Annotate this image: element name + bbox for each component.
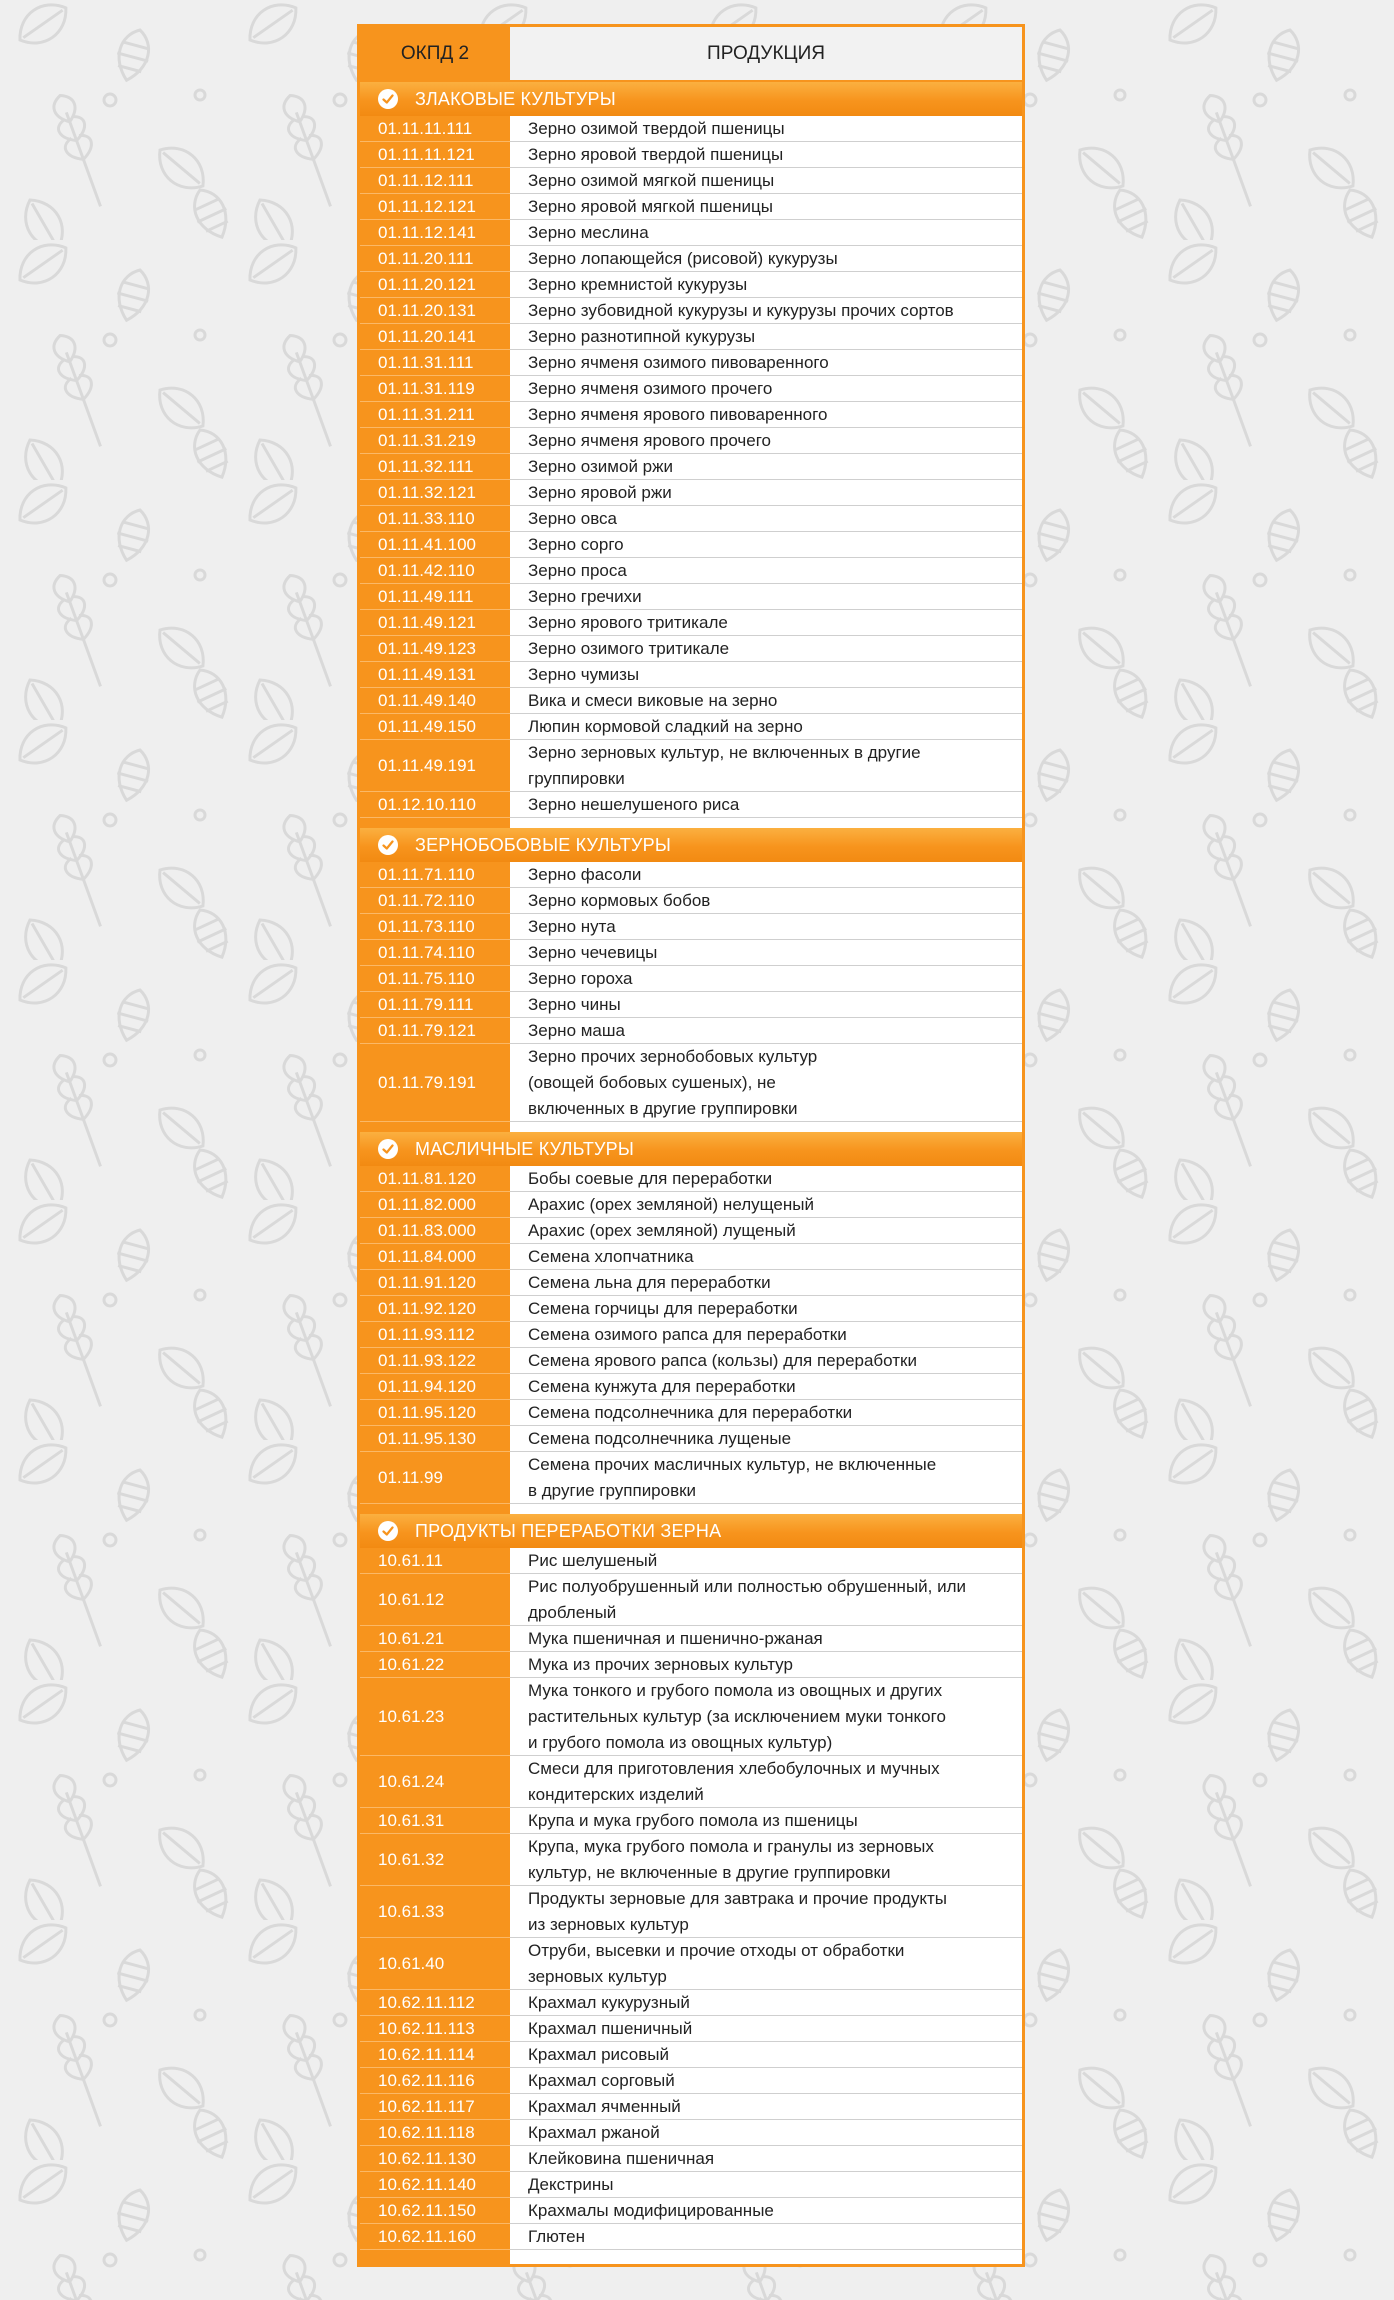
product-name (510, 1348, 1022, 1374)
section-spacer (360, 1122, 1022, 1132)
product-name (510, 1626, 1022, 1652)
product-name (510, 888, 1022, 914)
table-row (360, 1990, 1022, 2016)
table-filler (360, 2260, 1022, 2264)
product-name (510, 1990, 1022, 2016)
product-name (510, 246, 1022, 272)
product-name-line: включенных в другие группировки (528, 1098, 798, 1118)
table-row (360, 1886, 1022, 1938)
product-name-line: Мука из прочих зерновых культур (528, 1654, 793, 1674)
table-row (360, 506, 1022, 532)
table-row (360, 2042, 1022, 2068)
sections-container (360, 82, 1022, 2264)
product-name (510, 1270, 1022, 1296)
product-name (510, 1296, 1022, 1322)
table-row (360, 1218, 1022, 1244)
product-name-line: Зерно ячменя ярового прочего (528, 430, 772, 450)
section-spacer (360, 1504, 1022, 1514)
product-name (510, 532, 1022, 558)
product-name (510, 350, 1022, 376)
table-row (360, 888, 1022, 914)
okpd-code: 10.61.33 (360, 1886, 510, 1938)
product-name (510, 636, 1022, 662)
section-spacer (360, 818, 1022, 828)
okpd-code: 01.11.49.121 (360, 610, 510, 636)
product-name-line: Зерно ячменя ярового пивоваренного (528, 404, 828, 424)
okpd-code: 01.11.93.112 (360, 1322, 510, 1348)
product-name-line: Крахмал рисовый (528, 2044, 669, 2064)
product-name-line: Семена подсолнечника для переработки (528, 1402, 853, 1422)
okpd-code: 01.11.49.140 (360, 688, 510, 714)
okpd-code: 01.11.73.110 (360, 914, 510, 940)
product-name-line: Мука тонкого и грубого помола из овощных и других (528, 1680, 943, 1700)
okpd-code: 10.62.11.160 (360, 2224, 510, 2250)
table-row (360, 914, 1022, 940)
table-row (360, 2172, 1022, 2198)
product-name-line: Семена кунжута для переработки (528, 1376, 796, 1396)
okpd-code: 01.11.49.191 (360, 740, 510, 792)
product-name-line: Арахис (орех земляной) лущеный (528, 1220, 796, 1240)
okpd-code: 10.61.31 (360, 1808, 510, 1834)
product-name-line: Зерно ячменя озимого прочего (528, 378, 773, 398)
okpd-code: 01.11.83.000 (360, 1218, 510, 1244)
product-name-line: Крахмал сорговый (528, 2070, 675, 2090)
table-row (360, 940, 1022, 966)
table-row (360, 1756, 1022, 1808)
okpd-code: 01.11.11.111 (360, 116, 510, 142)
table-row (360, 324, 1022, 350)
product-name-line: Зерно проса (528, 560, 627, 580)
product-name (510, 220, 1022, 246)
product-name-line: Зерно озимой твердой пшеницы (528, 118, 785, 138)
product-name-line: Крахмал пшеничный (528, 2018, 693, 2038)
product-name-line: Крахмал кукурузный (528, 1992, 690, 2012)
okpd-code: 10.62.11.140 (360, 2172, 510, 2198)
table-row (360, 298, 1022, 324)
okpd-code: 01.11.31.211 (360, 402, 510, 428)
product-name-line: Зерно чечевицы (528, 942, 658, 962)
product-name (510, 2120, 1022, 2146)
product-name-line: Зерно озимого тритикале (528, 638, 730, 658)
product-name-line: Семена прочих масличных культур, не включенные (528, 1454, 937, 1474)
table-row (360, 2120, 1022, 2146)
product-name (510, 610, 1022, 636)
table-row (360, 1044, 1022, 1122)
okpd-code: 01.11.94.120 (360, 1374, 510, 1400)
table-row (360, 1808, 1022, 1834)
table-row (360, 1452, 1022, 1504)
product-name-line: культур, не включенные в другие группировки (528, 1862, 891, 1882)
table-row (360, 220, 1022, 246)
okpd-code: 10.61.40 (360, 1938, 510, 1990)
product-name-line: Зерно озимой мягкой пшеницы (528, 170, 775, 190)
product-name-line: Декстрины (528, 2174, 614, 2194)
section-header (360, 1514, 1022, 1548)
okpd-code: 01.11.33.110 (360, 506, 510, 532)
product-name-line: Зерно овса (528, 508, 617, 528)
product-name-line: растительных культур (за исключением муки тонкого (528, 1706, 946, 1726)
table-row (360, 714, 1022, 740)
checkmark-icon (378, 1521, 398, 1541)
product-name-line: Зерно нешелушеного риса (528, 794, 740, 814)
okpd-code: 01.11.84.000 (360, 1244, 510, 1270)
okpd-code: 10.61.11 (360, 1548, 510, 1574)
okpd-code: 01.11.49.123 (360, 636, 510, 662)
product-name (510, 2224, 1022, 2250)
product-name-line: Семена льна для переработки (528, 1272, 771, 1292)
product-name-line: Зерно чумизы (528, 664, 640, 684)
product-name-line: Зерно гречихи (528, 586, 642, 606)
product-name-line: Семена озимого рапса для переработки (528, 1324, 847, 1344)
product-name-line: Продукты зерновые для завтрака и прочие продукты (528, 1888, 947, 1908)
table-row (360, 142, 1022, 168)
okpd-code: 01.11.79.111 (360, 992, 510, 1018)
okpd-code: 01.11.71.110 (360, 862, 510, 888)
product-name-line: Арахис (орех земляной) нелущеный (528, 1194, 814, 1214)
product-name (510, 116, 1022, 142)
product-name (510, 714, 1022, 740)
okpd-code: 01.11.42.110 (360, 558, 510, 584)
product-name-line: Зерно меслина (528, 222, 649, 242)
okpd-code: 01.11.95.130 (360, 1426, 510, 1452)
product-name-line: Зерно озимой ржи (528, 456, 673, 476)
table-row (360, 2198, 1022, 2224)
section-title: ЗЕРНОБОБОВЫЕ КУЛЬТУРЫ (415, 834, 671, 855)
table-row (360, 454, 1022, 480)
product-name-line: Крупа и мука грубого помола из пшеницы (528, 1810, 858, 1830)
okpd-code: 01.11.74.110 (360, 940, 510, 966)
product-name (510, 194, 1022, 220)
okpd-code: 01.11.31.219 (360, 428, 510, 454)
table-row (360, 966, 1022, 992)
table-row (360, 2016, 1022, 2042)
product-name (510, 1678, 1022, 1756)
product-name (510, 1374, 1022, 1400)
okpd-code: 01.11.91.120 (360, 1270, 510, 1296)
product-name (510, 1044, 1022, 1122)
product-name-line: Зерно сорго (528, 534, 624, 554)
section-header (360, 828, 1022, 862)
okpd-code: 01.11.79.121 (360, 1018, 510, 1044)
okpd-code: 10.61.24 (360, 1756, 510, 1808)
okpd-code: 01.11.79.191 (360, 1044, 510, 1122)
checkmark-icon (378, 835, 398, 855)
product-name (510, 1244, 1022, 1270)
product-name-line: Рис шелушеный (528, 1550, 658, 1570)
product-name (510, 558, 1022, 584)
product-name (510, 1808, 1022, 1834)
table-row (360, 688, 1022, 714)
product-name (510, 506, 1022, 532)
table-row (360, 1834, 1022, 1886)
okpd-code: 01.11.92.120 (360, 1296, 510, 1322)
product-name (510, 2198, 1022, 2224)
table-row (360, 1548, 1022, 1574)
okpd-code: 01.11.31.111 (360, 350, 510, 376)
code-column-header: ОКПД 2 (360, 27, 510, 80)
table-header (360, 27, 1022, 82)
product-name (510, 1426, 1022, 1452)
product-name-line: Зерно прочих зернобобовых культур (528, 1046, 818, 1066)
table-row (360, 1018, 1022, 1044)
okpd-code: 10.61.21 (360, 1626, 510, 1652)
product-name (510, 584, 1022, 610)
table-row (360, 636, 1022, 662)
product-name (510, 1548, 1022, 1574)
product-name-line: Зерно гороха (528, 968, 633, 988)
product-name (510, 2094, 1022, 2120)
product-name (510, 454, 1022, 480)
okpd-code: 01.11.20.111 (360, 246, 510, 272)
product-name-line: Люпин кормовой сладкий на зерно (528, 716, 803, 736)
product-name-line: Зерно зерновых культур, не включенных в другие (528, 742, 921, 762)
okpd-code: 10.61.12 (360, 1574, 510, 1626)
product-name (510, 688, 1022, 714)
table-row (360, 1166, 1022, 1192)
okpd-code: 01.11.12.141 (360, 220, 510, 246)
table-row (360, 662, 1022, 688)
okpd-code: 01.11.75.110 (360, 966, 510, 992)
product-name-line: Зерно маша (528, 1020, 625, 1040)
okpd-code: 01.11.95.120 (360, 1400, 510, 1426)
product-name-line: Бобы соевые для переработки (528, 1168, 773, 1188)
product-name (510, 2146, 1022, 2172)
product-name (510, 966, 1022, 992)
product-name-line: Зерно фасоли (528, 864, 642, 884)
product-name-line: Семена подсолнечника лущеные (528, 1428, 792, 1448)
table-row (360, 1192, 1022, 1218)
product-name-line: кондитерских изделий (528, 1784, 704, 1804)
product-name-line: Крахмал ржаной (528, 2122, 660, 2142)
okpd-code: 01.11.12.121 (360, 194, 510, 220)
product-name-line: Клейковина пшеничная (528, 2148, 715, 2168)
product-name-line: Рис полуобрушенный или полностью обрушенный, или (528, 1576, 967, 1596)
table-row (360, 2068, 1022, 2094)
table-row (360, 1938, 1022, 1990)
product-name (510, 402, 1022, 428)
product-name (510, 862, 1022, 888)
okpd-code: 10.62.11.113 (360, 2016, 510, 2042)
table-row (360, 1270, 1022, 1296)
product-name-line: Глютен (528, 2226, 585, 2246)
table-row (360, 480, 1022, 506)
table-row (360, 116, 1022, 142)
product-name (510, 480, 1022, 506)
table-row (360, 992, 1022, 1018)
okpd-code: 01.11.11.121 (360, 142, 510, 168)
table-row (360, 194, 1022, 220)
product-name (510, 1166, 1022, 1192)
section-title: ЗЛАКОВЫЕ КУЛЬТУРЫ (415, 88, 616, 109)
product-name-line: Зерно нута (528, 916, 616, 936)
table-row (360, 584, 1022, 610)
product-name-line: Зерно зубовидной кукурузы и кукурузы прочих сортов (528, 300, 954, 320)
product-name (510, 1756, 1022, 1808)
product-name-line: Семена хлопчатника (528, 1246, 694, 1266)
okpd-code: 01.11.12.111 (360, 168, 510, 194)
section-title: ПРОДУКТЫ ПЕРЕРАБОТКИ ЗЕРНА (415, 1520, 722, 1541)
table-row (360, 376, 1022, 402)
product-name-line: Смеси для приготовления хлебобулочных и мучных (528, 1758, 940, 1778)
table-row (360, 1374, 1022, 1400)
product-name-line: группировки (528, 768, 625, 788)
product-name (510, 376, 1022, 402)
product-name-line: Зерно кормовых бобов (528, 890, 711, 910)
table-row (360, 402, 1022, 428)
okpd-code: 01.11.72.110 (360, 888, 510, 914)
section-spacer (360, 2250, 1022, 2260)
product-name-line: Вика и смеси виковые на зерно (528, 690, 778, 710)
product-name (510, 168, 1022, 194)
product-name-line: и грубого помола из овощных культур) (528, 1732, 833, 1752)
okpd-code: 01.12.10.110 (360, 792, 510, 818)
table-row (360, 740, 1022, 792)
section-header (360, 82, 1022, 116)
okpd-code: 01.11.20.141 (360, 324, 510, 350)
okpd-code: 01.11.49.131 (360, 662, 510, 688)
product-name (510, 2172, 1022, 2198)
checkmark-icon (378, 89, 398, 109)
product-name (510, 2042, 1022, 2068)
product-name-line: Зерно разнотипной кукурузы (528, 326, 756, 346)
product-name-line: в другие группировки (528, 1480, 697, 1500)
product-name (510, 428, 1022, 454)
product-name (510, 1322, 1022, 1348)
okpd-code: 01.11.20.121 (360, 272, 510, 298)
product-name (510, 992, 1022, 1018)
table-row (360, 532, 1022, 558)
table-row (360, 1678, 1022, 1756)
product-name-line: Крахмалы модифицированные (528, 2200, 774, 2220)
okpd-code: 01.11.31.119 (360, 376, 510, 402)
product-name (510, 324, 1022, 350)
product-name (510, 1192, 1022, 1218)
product-name (510, 1652, 1022, 1678)
table-row (360, 1296, 1022, 1322)
product-name-line: Семена ярового рапса (кользы) для переработки (528, 1350, 917, 1370)
product-name (510, 1218, 1022, 1244)
table-row (360, 1244, 1022, 1270)
product-name (510, 1938, 1022, 1990)
table-row (360, 2224, 1022, 2250)
okpd-code: 01.11.49.111 (360, 584, 510, 610)
product-name (510, 1452, 1022, 1504)
product-name (510, 914, 1022, 940)
table-row (360, 610, 1022, 636)
table-row (360, 428, 1022, 454)
table-row (360, 558, 1022, 584)
checkmark-icon (378, 1139, 398, 1159)
table-row (360, 350, 1022, 376)
table-row (360, 2146, 1022, 2172)
product-name (510, 272, 1022, 298)
product-name (510, 792, 1022, 818)
okpd-code: 01.11.32.111 (360, 454, 510, 480)
product-name-line: Зерно лопающейся (рисовой) кукурузы (528, 248, 838, 268)
okpd-code: 10.62.11.130 (360, 2146, 510, 2172)
okpd-code: 10.61.22 (360, 1652, 510, 1678)
product-column-header: ПРОДУКЦИЯ (510, 27, 1022, 80)
product-name-line: Отруби, высевки и прочие отходы от обработки (528, 1940, 905, 1960)
product-name-line: Крахмал ячменный (528, 2096, 681, 2116)
product-name-line: Зерно чины (528, 994, 621, 1014)
table-row (360, 272, 1022, 298)
okpd-code: 01.11.93.122 (360, 1348, 510, 1374)
product-name-line: (овощей бобовых сушеных), не (528, 1072, 776, 1092)
product-name-line: Зерно кремнистой кукурузы (528, 274, 748, 294)
table-row (360, 862, 1022, 888)
okpd-code: 10.62.11.117 (360, 2094, 510, 2120)
product-name (510, 1574, 1022, 1626)
product-name-line: Мука пшеничная и пшенично-ржаная (528, 1628, 823, 1648)
table-row (360, 1626, 1022, 1652)
product-name-line: зерновых культур (528, 1966, 667, 1986)
product-name-line: Зерно ячменя озимого пивоваренного (528, 352, 829, 372)
table-row (360, 1426, 1022, 1452)
product-name-line: из зерновых культур (528, 1914, 689, 1934)
product-name (510, 2068, 1022, 2094)
okpd-code: 10.62.11.150 (360, 2198, 510, 2224)
table-row (360, 1574, 1022, 1626)
product-name-line: Зерно яровой мягкой пшеницы (528, 196, 773, 216)
product-name (510, 1886, 1022, 1938)
table-row (360, 792, 1022, 818)
okpd-code: 10.62.11.114 (360, 2042, 510, 2068)
product-name (510, 142, 1022, 168)
product-name-line: Семена горчицы для переработки (528, 1298, 798, 1318)
section-title: МАСЛИЧНЫЕ КУЛЬТУРЫ (415, 1138, 635, 1159)
product-name (510, 662, 1022, 688)
product-name (510, 1834, 1022, 1886)
okpd-code: 10.61.32 (360, 1834, 510, 1886)
section-header (360, 1132, 1022, 1166)
product-name-line: Зерно яровой ржи (528, 482, 672, 502)
product-name-line: Крупа, мука грубого помола и гранулы из зерновых (528, 1836, 934, 1856)
okpd-code: 10.61.23 (360, 1678, 510, 1756)
table-row (360, 1652, 1022, 1678)
table-row (360, 246, 1022, 272)
okpd-code: 01.11.82.000 (360, 1192, 510, 1218)
product-name (510, 740, 1022, 792)
okpd-code: 01.11.99 (360, 1452, 510, 1504)
table-row (360, 1400, 1022, 1426)
okpd-code: 10.62.11.116 (360, 2068, 510, 2094)
okpd-code: 10.62.11.118 (360, 2120, 510, 2146)
product-name (510, 1400, 1022, 1426)
table-row (360, 2094, 1022, 2120)
table-row (360, 1348, 1022, 1374)
okpd-code: 01.11.20.131 (360, 298, 510, 324)
okpd-code: 01.11.32.121 (360, 480, 510, 506)
okpd-code: 10.62.11.112 (360, 1990, 510, 2016)
table-row (360, 1322, 1022, 1348)
okpd-table (357, 24, 1025, 2267)
table-row (360, 168, 1022, 194)
product-name (510, 298, 1022, 324)
okpd-code: 01.11.41.100 (360, 532, 510, 558)
product-name-line: дробленый (528, 1602, 617, 1622)
product-name (510, 2016, 1022, 2042)
okpd-code: 01.11.49.150 (360, 714, 510, 740)
product-name (510, 940, 1022, 966)
product-name-line: Зерно ярового тритикале (528, 612, 728, 632)
okpd-code: 01.11.81.120 (360, 1166, 510, 1192)
product-name (510, 1018, 1022, 1044)
product-name-line: Зерно яровой твердой пшеницы (528, 144, 784, 164)
